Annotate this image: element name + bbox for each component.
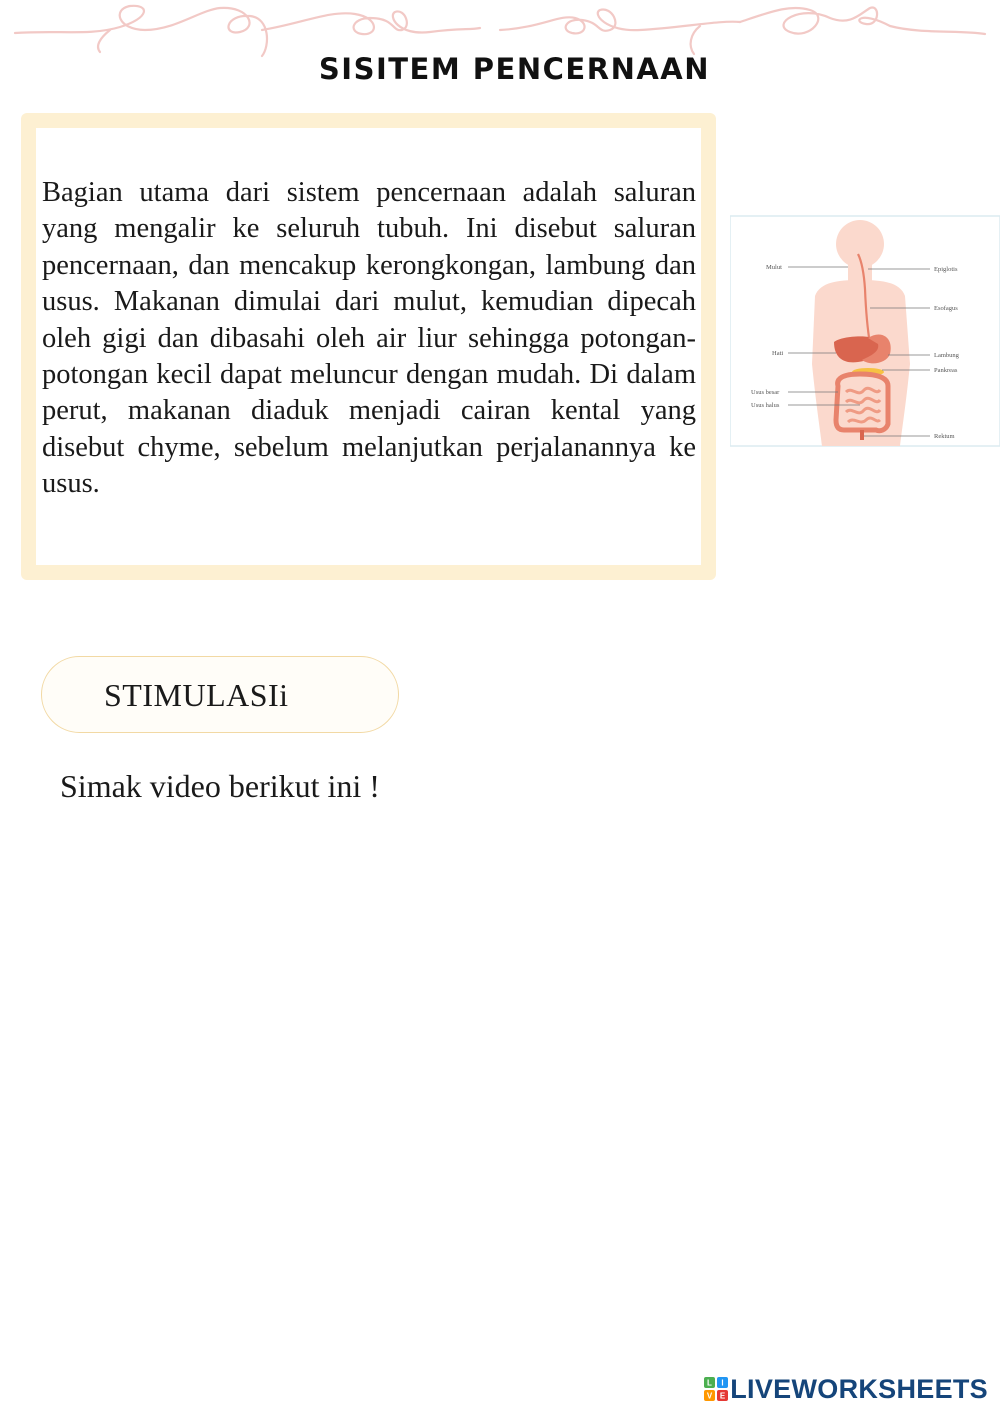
label-mulut: Mulut <box>766 264 782 271</box>
stimulasi-section-label <box>41 656 399 733</box>
text-box <box>36 128 701 565</box>
label-usus-besar: Usus besar <box>751 389 780 396</box>
svg-text:L: L <box>707 1378 713 1388</box>
label-usus-halus: Usus halus <box>751 402 780 409</box>
stimulasi-label: STIMULASIi <box>104 677 289 713</box>
instruction-text: Simak video berikut ini ! <box>60 768 380 804</box>
label-rektum: Rektum <box>934 433 955 440</box>
liveworksheets-logo-icon <box>704 1377 728 1401</box>
liveworksheets-brand-text: LIVEWORKSHEETS <box>730 1373 988 1404</box>
svg-text:I: I <box>721 1378 724 1388</box>
page-title: SISITEM PENCERNAAN <box>318 52 710 86</box>
decorative-swirl-border <box>0 0 1000 60</box>
label-esofagus: Esofagus <box>934 305 958 312</box>
body-paragraph: Bagian utama dari sistem pencernaan adalah saluran yang mengalir ke seluruh tubuh. Ini disebut saluran pencernaan, dan mencakup kerongkongan, lambung dan usus. Makanan dimulai dari mulut, kemudian dipecah oleh gigi dan dibasahi oleh air liur sehingga potongan-potongan kecil dapat meluncur dengan mudah. Di dalam perut, makanan diaduk menjadi cairan kental yang disebut chyme, sebelum melanjutkan perjalanannya ke usus. <box>42 177 696 500</box>
label-pankreas: Pankreas <box>934 367 958 374</box>
digestive-system-diagram <box>730 214 1000 448</box>
liveworksheets-watermark <box>704 1372 988 1406</box>
label-lambung: Lambung <box>934 352 959 359</box>
label-epiglotis: Epiglotis <box>934 266 958 273</box>
label-hati: Hati <box>772 350 784 357</box>
svg-text:E: E <box>720 1391 726 1401</box>
svg-text:V: V <box>707 1391 713 1401</box>
text-frame <box>21 113 716 580</box>
